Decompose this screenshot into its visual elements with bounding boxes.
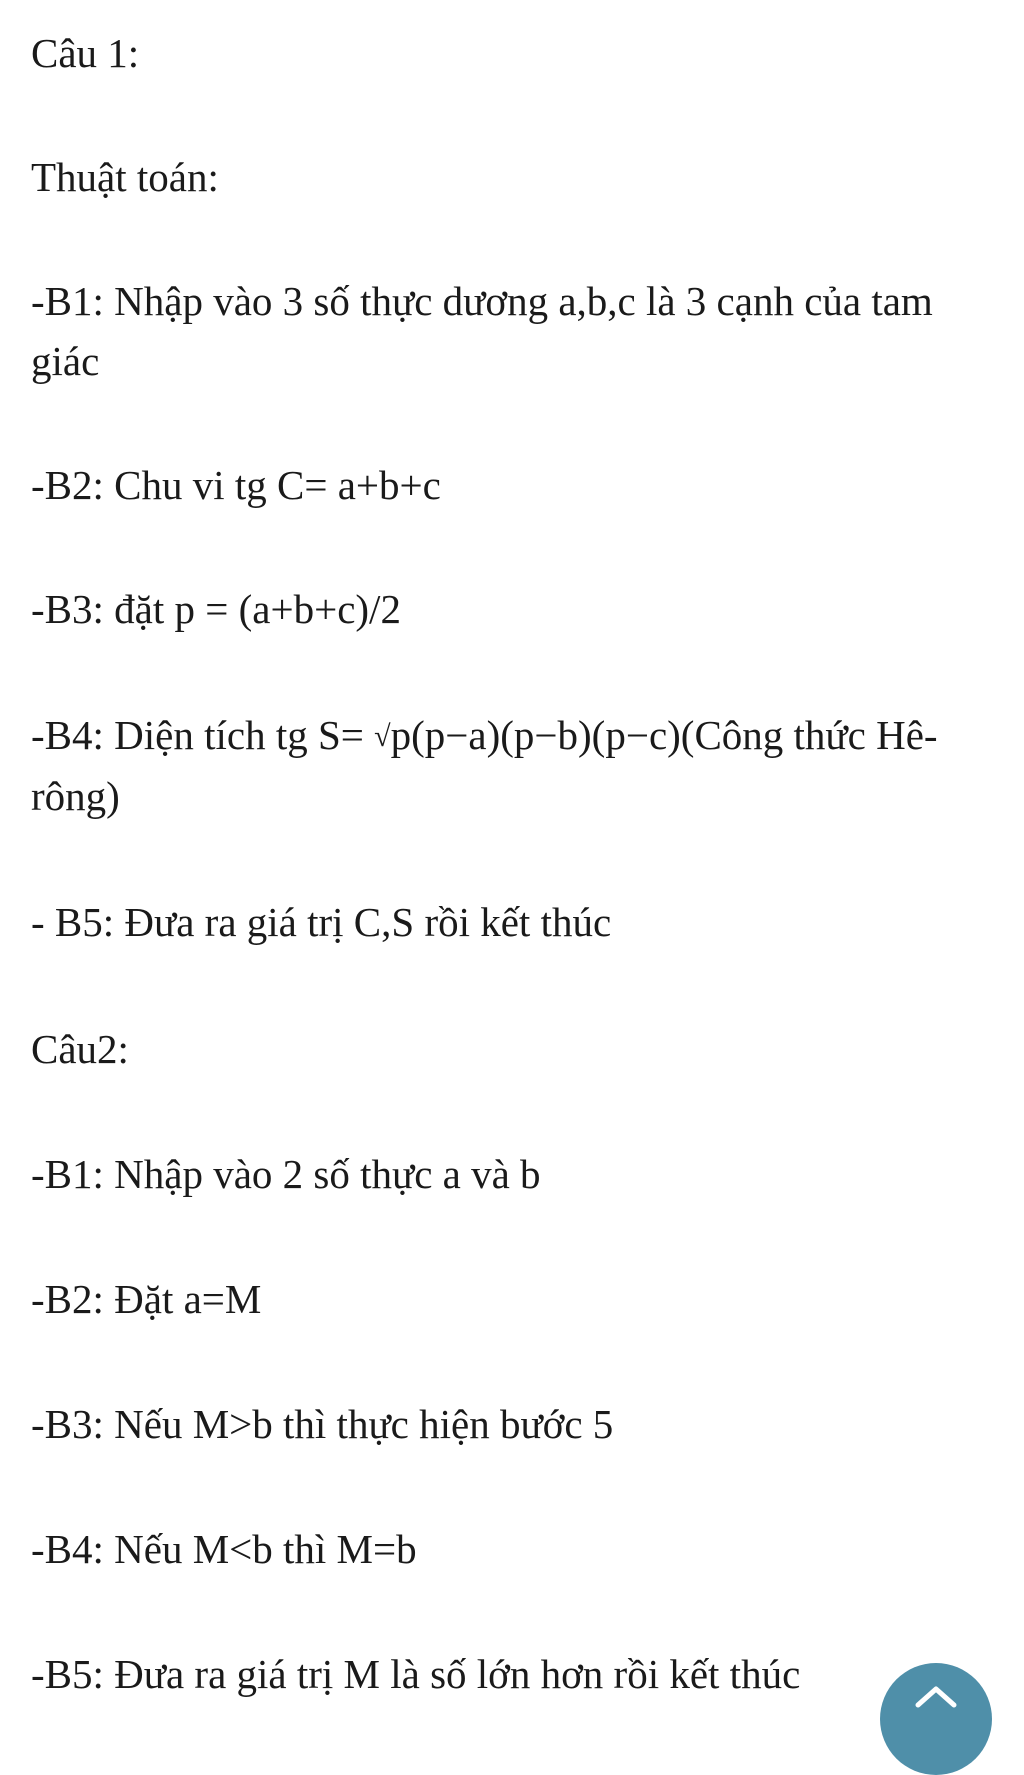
c1-step4-line2: rông) bbox=[31, 773, 120, 819]
c1-step5: - B5: Đưa ra giá trị C,S rồi kết thúc bbox=[31, 899, 612, 945]
c1-step4-prefix: -B4: Diện tích tg S= bbox=[31, 712, 375, 758]
scroll-to-top-button[interactable] bbox=[880, 1663, 992, 1775]
c1-step4-line1 bbox=[31, 704, 938, 771]
c1-step4-formula: p(p−a)(p−b)(p−c)(Công thức Hê- bbox=[390, 712, 938, 758]
c1-step2: -B2: Chu vi tg C= a+b+c bbox=[31, 462, 441, 508]
chevron-up-icon bbox=[914, 1683, 958, 1709]
c2-step3: -B3: Nếu M>b thì thực hiện bước 5 bbox=[31, 1401, 614, 1447]
cau1-heading: Câu 1: bbox=[31, 30, 140, 76]
c1-step1-line2: giác bbox=[31, 338, 100, 384]
c2-step4: -B4: Nếu M<b thì M=b bbox=[31, 1526, 417, 1572]
c2-step2: -B2: Đặt a=M bbox=[31, 1276, 262, 1322]
c1-step1-line1: -B1: Nhập vào 3 số thực dương a,b,c là 3 cạnh của tam bbox=[31, 278, 933, 324]
c2-step1: -B1: Nhập vào 2 số thực a và b bbox=[31, 1151, 541, 1197]
cau2-heading: Câu2: bbox=[31, 1026, 129, 1072]
sqrt-symbol: √ bbox=[374, 720, 391, 753]
c2-step5: -B5: Đưa ra giá trị M là số lớn hơn rồi kết thúc bbox=[31, 1651, 801, 1697]
c1-step3: -B3: đặt p = (a+b+c)/2 bbox=[31, 586, 401, 632]
algorithm-heading: Thuật toán: bbox=[31, 154, 219, 200]
